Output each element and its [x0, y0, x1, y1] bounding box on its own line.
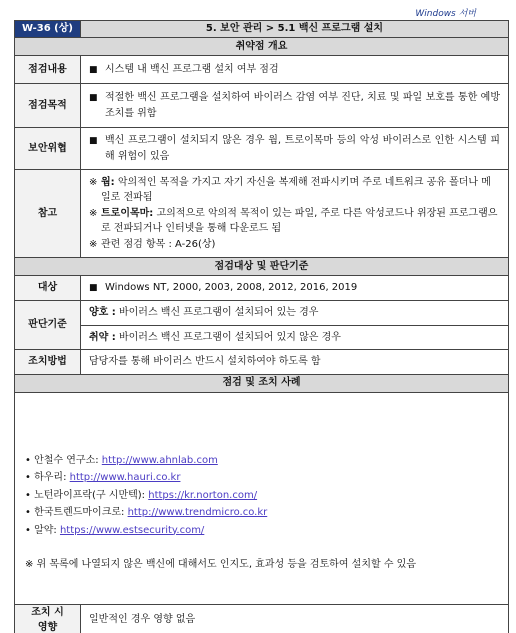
list-item — [25, 504, 498, 522]
note-term: 웜: — [101, 176, 115, 188]
item-title: 5. 보안 관리 > 5.1 백신 프로그램 설치 — [81, 21, 509, 38]
check-content-cell — [81, 56, 509, 84]
vendor-link[interactable]: http://www.hauri.co.kr — [69, 472, 181, 483]
impact-label-line2: 영향 — [37, 622, 58, 633]
note-text: 악의적인 목적을 가지고 자기 자신을 복제해 전파시키며 주로 네트워크 공유 폴더나 메일로 전파됨 — [101, 176, 491, 204]
bullet-icon: • — [25, 472, 31, 483]
check-purpose-label: 점검목적 — [15, 84, 81, 128]
reference-label: 참고 — [15, 170, 81, 258]
security-threat-cell — [81, 128, 509, 170]
note-mark-icon: ※ — [89, 207, 98, 219]
criteria-label: 판단기준 — [15, 301, 81, 350]
check-purpose-text: 적절한 백신 프로그램을 설치하여 바이러스 감염 여부 진단, 치료 및 파일 보호를 통한 예방 조치를 위함 — [105, 92, 500, 119]
square-bullet-icon: ■ — [89, 64, 98, 75]
square-bullet-icon: ■ — [89, 283, 98, 293]
note-term: 트로이목마: — [101, 207, 154, 219]
target-text: Windows NT, 2000, 2003, 2008, 2012, 2016, 2019 — [105, 282, 358, 293]
check-content-text: 시스템 내 백신 프로그램 설치 여부 점검 — [105, 63, 279, 75]
impact-text: 일반적인 경우 영향 없음 — [81, 604, 509, 633]
vendor-link[interactable]: http://www.ahnlab.com — [101, 454, 218, 466]
vendor-name: 한국트렌드마이크로: — [34, 507, 128, 518]
vendor-name: 알약: — [34, 524, 60, 536]
impact-label-line1: 조치 시 — [31, 606, 64, 618]
bullet-icon: • — [25, 454, 31, 466]
bullet-icon: • — [25, 507, 31, 518]
vendor-link[interactable]: http://www.trendmicro.co.kr — [127, 507, 268, 518]
square-bullet-icon: ■ — [89, 93, 98, 103]
vendor-name: 노턴라이프락(구 시만텍): — [34, 489, 149, 501]
action-text: 담당자를 통해 바이러스 반드시 설치하여야 하도록 함 — [81, 350, 509, 375]
reference-note — [89, 206, 500, 237]
list-item — [25, 469, 498, 487]
action-label: 조치방법 — [15, 350, 81, 375]
section-overview: 취약점 개요 — [15, 38, 509, 56]
vendor-name: 안철수 연구소: — [34, 454, 102, 466]
security-threat-text: 백신 프로그램이 설치되지 않은 경우 웜, 트로이목마 등의 악성 바이러스로 인한 시스템 피해 위험이 있음 — [105, 135, 500, 162]
check-purpose-cell — [81, 84, 509, 128]
list-item — [25, 452, 498, 470]
vulnerability-table — [14, 20, 509, 633]
vendor-name: 하우리: — [34, 472, 70, 483]
bullet-icon: • — [25, 489, 31, 501]
check-content-label: 점검내용 — [15, 56, 81, 84]
note-text: 관련 점검 항목 : A-26(상) — [101, 238, 216, 250]
note-mark-icon: ※ — [89, 238, 98, 250]
criteria-good-key: 양호 : — [89, 307, 116, 318]
section-case: 점검 및 조치 사례 — [15, 374, 509, 392]
note-text: 고의적으로 악의적 목적이 있는 파일, 주로 다른 악성코드나 위장된 프로그램으로 전파되거나 인터넷을 통해 다운로드 됨 — [101, 207, 498, 235]
square-bullet-icon: ■ — [89, 136, 98, 146]
case-note: ※ 위 목록에 나열되지 않은 백신에 대해서도 인지도, 효과성 등을 검토하여 설치할 수 있음 — [25, 559, 416, 570]
bullet-icon: • — [25, 524, 31, 536]
vendor-link[interactable]: https://www.estsecurity.com/ — [59, 524, 205, 536]
criteria-bad-key: 취약 : — [89, 331, 116, 343]
security-threat-label: 보안위협 — [15, 128, 81, 170]
vendor-list — [25, 452, 498, 540]
target-cell — [81, 276, 509, 301]
criteria-good-text: 바이러스 백신 프로그램이 설치되어 있는 경우 — [115, 307, 319, 318]
list-item — [25, 522, 498, 540]
vendor-link[interactable]: https://kr.norton.com/ — [148, 489, 258, 501]
target-label: 대상 — [15, 276, 81, 301]
reference-note — [89, 175, 500, 206]
note-mark-icon: ※ — [89, 176, 98, 188]
section-target: 점검대상 및 판단기준 — [15, 258, 509, 276]
reference-cell — [81, 170, 509, 258]
list-item — [25, 487, 498, 505]
reference-note — [89, 237, 500, 253]
criteria-bad-cell — [81, 325, 509, 350]
page-header-label: Windows 서버 — [415, 9, 476, 19]
case-cell — [15, 392, 509, 604]
criteria-bad-text: 바이러스 백신 프로그램이 설치되어 있지 않은 경우 — [115, 331, 341, 343]
item-code: W-36 (상) — [15, 21, 81, 38]
criteria-good-cell — [81, 301, 509, 326]
impact-label — [15, 604, 81, 633]
